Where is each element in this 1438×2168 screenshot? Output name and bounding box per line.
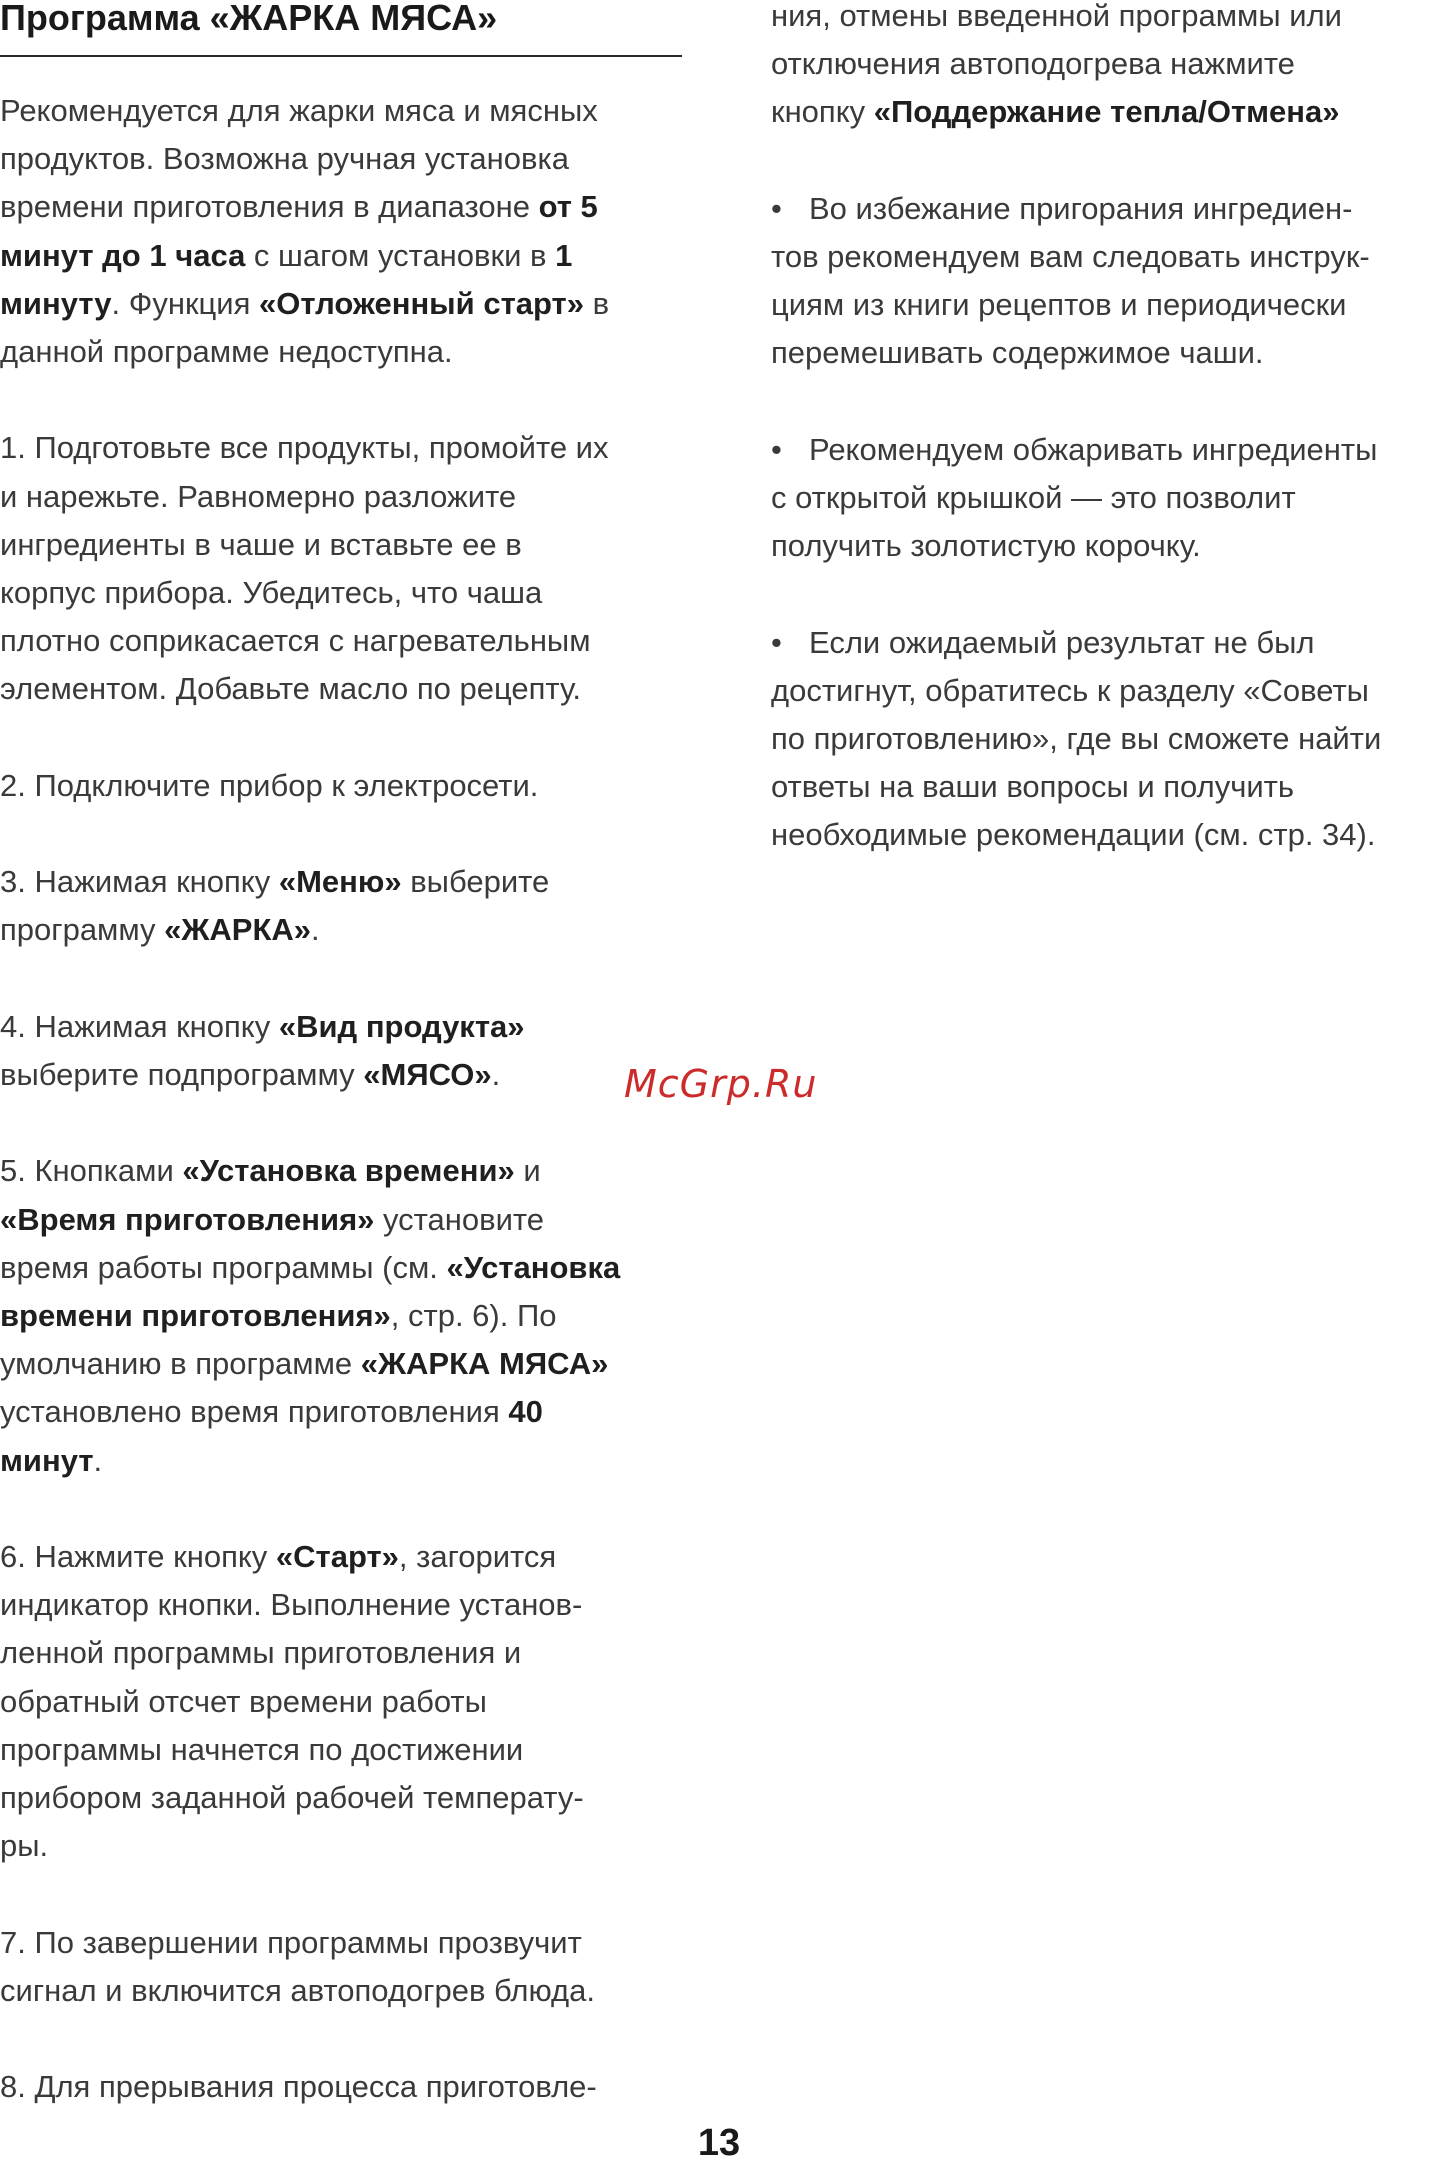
step-text: время работы программы (см. xyxy=(0,1249,447,1285)
intro-text: . Функция xyxy=(111,285,259,321)
step-text: 6. Нажмите кнопку xyxy=(0,1539,276,1574)
left-column xyxy=(0,87,690,2111)
step-6-line-4: обратный отсчет времени работы xyxy=(0,1683,487,1719)
intro-text: в xyxy=(583,285,610,321)
step-5 xyxy=(0,1147,690,1484)
delayed-start-function: «Отложенный старт» xyxy=(258,285,584,321)
tip-3-line-1 xyxy=(771,619,1431,667)
step-8-line-1: 8. Для прерывания процесса приготовле- xyxy=(0,2069,597,2105)
tip-1-line-4: перемешивать содержимое чаши. xyxy=(771,335,1264,371)
title-underline xyxy=(0,55,682,57)
step-6-line-5: программы начнется по достижении xyxy=(0,1731,524,1767)
tip-2 xyxy=(771,426,1431,571)
step-2 xyxy=(0,762,690,810)
step-text: умолчанию в программе xyxy=(0,1346,361,1382)
program-name: «ЖАРКА» xyxy=(164,912,312,948)
step-text: выберите xyxy=(401,864,550,900)
step-1-line-4: корпус прибора. Убедитесь, что чаша xyxy=(0,575,543,611)
menu-button-label: «Меню» xyxy=(278,864,402,900)
step-6-line-7: ры. xyxy=(0,1828,49,1864)
step-4-line-1 xyxy=(0,1003,690,1051)
product-type-button-label: «Вид продукта» xyxy=(278,1008,525,1044)
step-text: 4. Нажимая кнопку xyxy=(0,1008,279,1044)
tip-text: Рекомендуем обжаривать ингредиенты xyxy=(809,431,1378,467)
time-range-to: минут до 1 часа xyxy=(0,237,246,273)
step-7-line-2: сигнал и включится автоподогрев блюда. xyxy=(0,1972,595,2008)
step-5-line-7 xyxy=(0,1437,690,1485)
intro-line-2: продуктов. Возможна ручная установка xyxy=(0,141,569,177)
step-5-line-6 xyxy=(0,1388,690,1436)
step-1-line-5: плотно соприкасается с нагревательным xyxy=(0,623,591,659)
right-column xyxy=(771,0,1431,860)
step-text: , загорится xyxy=(398,1539,557,1574)
step-text: выберите подпрограмму xyxy=(0,1057,364,1092)
step-6-line-1 xyxy=(0,1533,690,1581)
step-5-line-2 xyxy=(0,1196,690,1244)
tip-1-line-1 xyxy=(771,185,1431,233)
tip-1-line-2: тов рекомендуем вам следовать инструк- xyxy=(771,239,1370,274)
step-text: . xyxy=(93,1442,103,1478)
time-step: 1 xyxy=(555,237,573,273)
tip-2-line-3: получить золотистую корочку. xyxy=(771,528,1201,564)
step-text: . xyxy=(311,912,320,948)
start-button-label: «Старт» xyxy=(275,1539,399,1574)
step-1-line-1: 1. Подготовьте все продукты, промойте их xyxy=(0,430,609,466)
intro-text: времени приготовления в диапазоне xyxy=(0,189,539,225)
section-reference: времени приготовления» xyxy=(0,1298,391,1333)
step-3-line-2 xyxy=(0,906,690,954)
step-1-line-2: и нарежьте. Равномерно разложите xyxy=(0,478,517,514)
page-title: Программа «ЖАРКА МЯСА» xyxy=(0,0,498,38)
step-6-line-3: ленной программы приготовления и xyxy=(0,1635,522,1671)
step-8-line-3: отключения автоподогрева нажмите xyxy=(771,46,1295,82)
tip-2-line-1 xyxy=(771,426,1431,474)
tip-2-line-2: с открытой крышкой — это позволит xyxy=(771,480,1296,515)
tip-3-line-5: необходимые рекомендации (см. стр. 34). xyxy=(771,817,1376,853)
intro-line-6: данной программе недоступна. xyxy=(0,334,453,370)
step-7 xyxy=(0,1919,690,2015)
step-5-line-3 xyxy=(0,1244,690,1292)
step-8-line-2: ния, отмены введенной программы или xyxy=(771,0,1342,33)
step-1 xyxy=(0,424,690,713)
tip-3-line-4: ответы на ваши вопросы и получить xyxy=(771,769,1295,805)
set-time-button-label: «Установка времени» xyxy=(182,1153,515,1189)
step-text: 5. Кнопками xyxy=(0,1153,183,1189)
page-number: 13 xyxy=(697,2122,741,2164)
step-6-line-2: индикатор кнопки. Выполнение установ- xyxy=(0,1587,583,1623)
tip-1-line-3: циям из книги рецептов и периодически xyxy=(771,287,1347,323)
step-text: установите xyxy=(374,1201,545,1237)
watermark: McGrp.Ru xyxy=(624,1062,818,1106)
step-1-line-6: элементом. Добавьте масло по рецепту. xyxy=(0,671,581,707)
bullet-icon: • xyxy=(771,190,782,226)
step-7-line-1: 7. По завершении программы прозвучит xyxy=(0,1924,582,1960)
bullet-icon: • xyxy=(771,624,782,660)
step-8-continued xyxy=(771,0,1431,137)
intro-line-1: Рекомендуется для жарки мяса и мясных xyxy=(0,93,598,128)
tip-text: Во избежание пригорания ингредиен- xyxy=(809,190,1353,226)
intro-line-3 xyxy=(0,183,690,231)
step-2-line-1: 2. Подключите прибор к электросети. xyxy=(0,767,539,803)
tip-3-line-2: достигнут, обратитесь к разделу «Советы xyxy=(771,672,1369,708)
step-4 xyxy=(0,1003,690,1099)
step-3-line-1 xyxy=(0,858,690,906)
step-text: 3. Нажимая кнопку xyxy=(0,864,279,900)
bullet-icon: • xyxy=(771,431,782,467)
intro-line-4 xyxy=(0,232,690,280)
tip-3 xyxy=(771,619,1431,860)
step-text: установлено время приготовления xyxy=(0,1394,509,1430)
step-5-line-5 xyxy=(0,1340,690,1388)
step-1-line-3: ингредиенты в чаше и вставьте ее в xyxy=(0,526,522,562)
step-text: , стр. 6). По xyxy=(390,1298,557,1333)
tip-3-line-3: по приготовлению», где вы сможете найти xyxy=(771,721,1382,756)
intro-text: с шагом установки в xyxy=(245,237,556,273)
step-5-line-4 xyxy=(0,1292,690,1340)
step-text: . xyxy=(491,1057,501,1092)
default-time-value: 40 xyxy=(508,1394,543,1430)
tip-text: Если ожидаемый результат не был xyxy=(809,624,1315,660)
subprogram-name: «МЯСО» xyxy=(363,1057,492,1092)
step-4-line-2 xyxy=(0,1051,690,1099)
step-6-line-6: прибором заданной рабочей температу- xyxy=(0,1780,584,1816)
step-text: программу xyxy=(0,912,165,948)
step-3 xyxy=(0,858,690,954)
intro-line-5 xyxy=(0,280,690,328)
step-8-line-4 xyxy=(771,88,1431,136)
program-name: «ЖАРКА МЯСА» xyxy=(360,1346,609,1382)
step-text: и xyxy=(514,1153,541,1189)
time-range-from: от 5 xyxy=(538,189,598,225)
step-6 xyxy=(0,1533,690,1870)
keep-warm-cancel-button-label: «Поддержание тепла/Отмена» xyxy=(873,94,1340,130)
step-5-line-1 xyxy=(0,1147,690,1195)
intro-paragraph xyxy=(0,87,690,376)
time-step-unit: минуту xyxy=(0,285,112,321)
step-8 xyxy=(0,2063,690,2111)
section-reference: «Установка xyxy=(446,1249,621,1285)
default-time-unit: минут xyxy=(0,1442,94,1478)
tip-1 xyxy=(771,185,1431,378)
cooking-time-button-label: «Время приготовления» xyxy=(0,1201,375,1237)
step-text: кнопку xyxy=(771,94,874,130)
